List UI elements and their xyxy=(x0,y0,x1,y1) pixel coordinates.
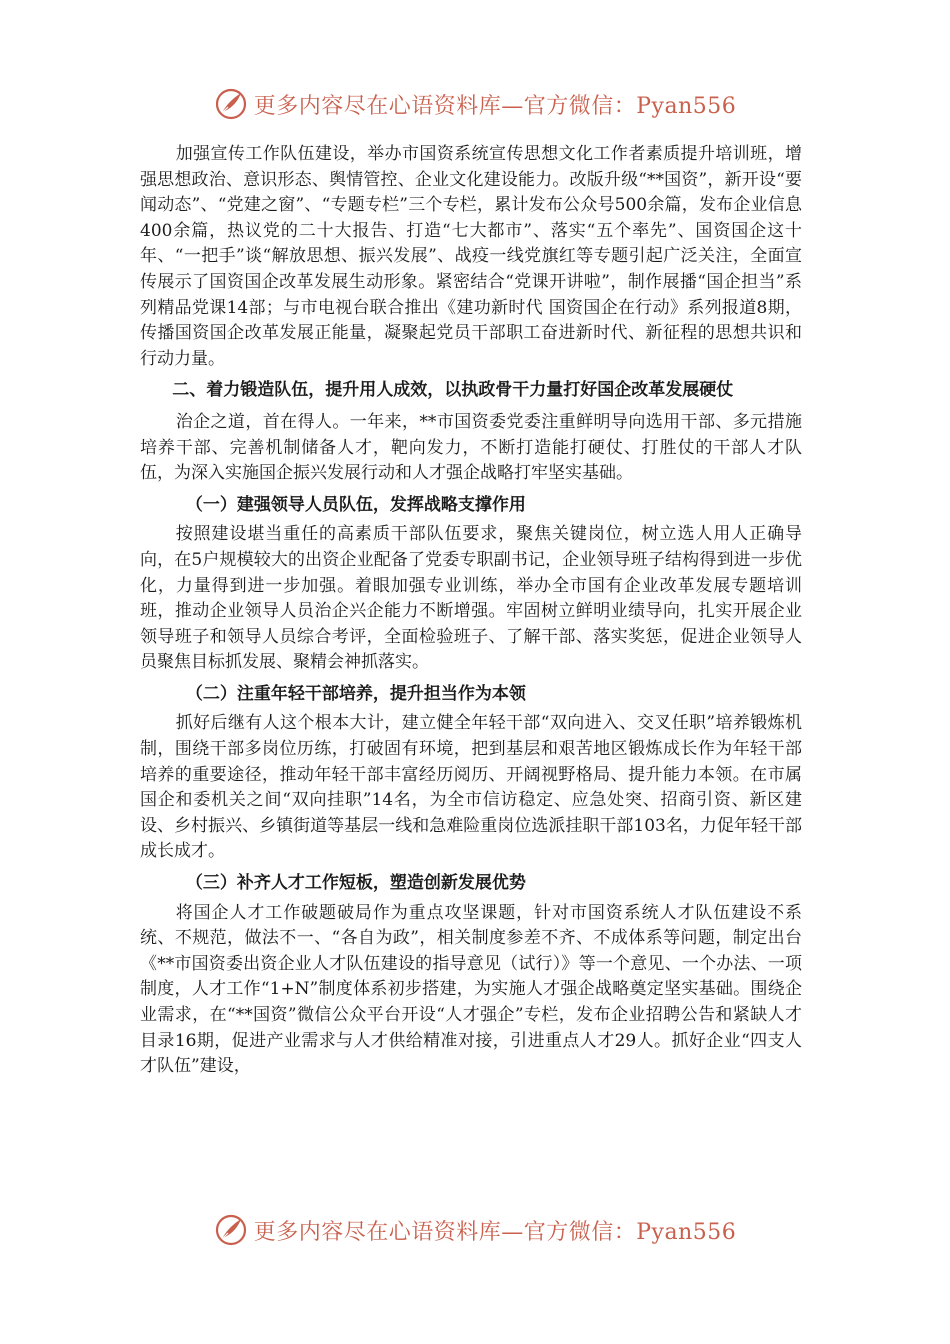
quill-pen-logo-icon xyxy=(214,1213,248,1247)
header-watermark-banner xyxy=(0,84,950,124)
banner-text: 更多内容尽在心语资料库—官方微信：Pyan556 xyxy=(253,1219,737,1245)
paragraph-intro: 治企之道，首在得人。一年来，**市国资委党委注重鲜明导向选用干部、多元措施培养干部、完善机制储备人才，靶向发力，不断打造能打硬仗、打胜仗的干部人才队伍，为深入实施国企振兴发展行动和人才强企战略打牢坚实基础。 xyxy=(140,411,802,484)
paragraph-leadership: 按照建设堪当重任的高素质干部队伍要求，聚焦关键岗位，树立选人用人正确导向，在5户规模较大的出资企业配备了党委专职副书记，企业领导班子结构得到进一步优化，力量得到进一步加强。着眼加强专业训练，举办全市国有企业改革发展专题培训班，推动企业领导人员治企兴企能力不断增强。牢固树立鲜明业绩导向，扎实开展企业领导班子和领导人员综合考评，全面检验班子、了解干部、落实奖惩，促进企业领导人员聚焦目标抓发展、聚精会神抓落实。 xyxy=(140,524,802,673)
footer-watermark-banner xyxy=(0,1210,950,1250)
subheading-one: （一）建强领导人员队伍，发挥战略支撑作用 xyxy=(185,494,526,515)
paragraph-publicity-team: 加强宣传工作队伍建设，举办市国资系统宣传思想文化工作者素质提升培训班，增强思想政治、意识形态、舆情管控、企业文化建设能力。改版升级“**国资”，新开设“要闻动态”、“党建之窗”、“专题专栏”三个专栏，累计发布公众号500余篇，发布企业信息400余篇，热议党的二十大报告、打造“七大都市”、落实“五个率先”、国资国企这十年、“一把手”谈“解放思想、振兴发展”、战疫一线党旗红等专题引起广泛关注，全面宣传展示了国资国企改革发展生动形象。紧密结合“党课开讲啦”，制作展播“国企担当”系列精品党课14部；与市电视台联合推出《建功新时代 国资国企在行动》系列报道8期，传播国资国企改革发展正能量，凝聚起党员干部职工奋进新时代、新征程的思想共识和行动力量。 xyxy=(140,144,802,369)
section-heading-two: 二、着力锻造队伍，提升用人成效，以执政骨干力量打好国企改革发展硬仗 xyxy=(172,380,734,401)
subheading-two: （二）注重年轻干部培养，提升担当作为本领 xyxy=(185,683,526,704)
paragraph-talent: 将国企人才工作破题破局作为重点攻坚课题，针对市国资系统人才队伍建设不系统、不规范，做法不一、“各自为政”，相关制度参差不齐、不成体系等问题，制定出台《**市国资委出资企业人才队伍建设的指导意见（试行）》等一个意见、一个办法、一项制度，人才工作“1+N”制度体系初步搭建，为实施人才强企战略奠定坚实基础。围绕企业需求，在“**国资”微信公众平台开设“人才强企”专栏，发布企业招聘公告和紧缺人才目录16期，促进产业需求与人才供给精准对接，引进重点人才29人。抓好企业“四支人才队伍”建设， xyxy=(140,902,802,1077)
paragraph-young-cadres: 抓好后继有人这个根本大计，建立健全年轻干部“双向进入、交叉任职”培养锻炼机制，围绕干部多岗位历练，打破固有环境，把到基层和艰苦地区锻炼成长作为年轻干部培养的重要途径，推动年轻干部丰富经历阅历、开阔视野格局、提升能力本领。在市属国企和委机关之间“双向挂职”14名，为全市信访稳定、应急处突、招商引资、新区建设、乡村振兴、乡镇街道等基层一线和急难险重岗位选派挂职干部103名，力促年轻干部成长成才。 xyxy=(140,713,802,862)
quill-pen-logo-icon xyxy=(214,87,248,121)
subheading-three: （三）补齐人才工作短板，塑造创新发展优势 xyxy=(185,873,526,894)
document-body xyxy=(140,142,802,1080)
banner-text: 更多内容尽在心语资料库—官方微信：Pyan556 xyxy=(253,93,737,119)
